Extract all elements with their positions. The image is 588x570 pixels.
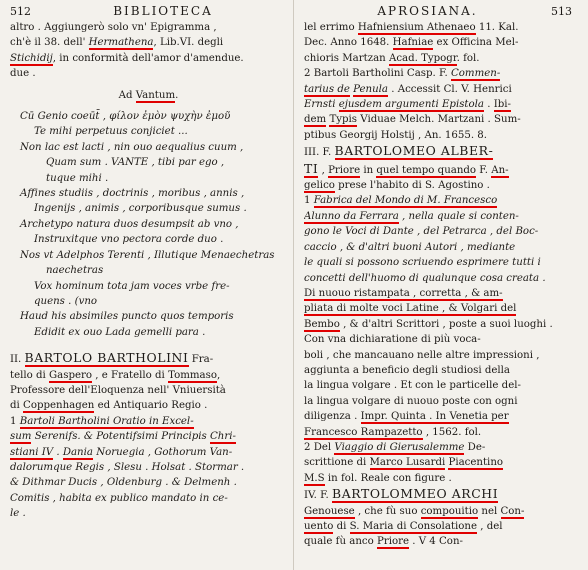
- left-running-head: BIBLIOTECA: [113, 4, 213, 18]
- text-segment: ,: [318, 164, 329, 176]
- text-segment: 1: [10, 415, 20, 427]
- underlined-term: Penula: [353, 83, 389, 95]
- underlined-term: Francesco Rampazetto: [304, 426, 423, 438]
- text-line: [304, 128, 580, 143]
- text-line: [304, 112, 580, 127]
- poem-line: quens . (vno: [34, 295, 98, 307]
- underlined-term: Priore: [328, 164, 361, 176]
- text-line: [304, 301, 580, 316]
- text-line: [304, 486, 580, 503]
- text-line: [304, 51, 580, 66]
- underlined-term: Priore: [376, 536, 409, 548]
- text-segment: prese l'habito di S. Agostino .: [334, 180, 490, 192]
- text-line: [10, 66, 287, 81]
- text-segment: ptibus Georgij Holstij , An. 1655. 8.: [304, 129, 488, 141]
- text-segment: la lingua volgare . Et con le particelle del-: [304, 380, 521, 392]
- text-line: [304, 440, 580, 455]
- text-line: [304, 255, 580, 270]
- text-segment: ex Officina Mel-: [433, 37, 519, 49]
- text-segment: . Accessit Cl. V. Henrici: [388, 83, 512, 95]
- text-segment: , e Fratello di: [92, 369, 169, 381]
- text-segment: la lingua volgare di nuouo poste con ogni: [304, 395, 518, 407]
- left-page-header: [10, 4, 287, 18]
- text-line: [304, 471, 580, 486]
- text-segment: 2 Bartoli Bartholini Casp. F.: [304, 68, 451, 80]
- text-segment: boli , che mancauano nelle altre impressioni ,: [304, 349, 540, 361]
- text-segment: . V 4 Con-: [408, 536, 463, 548]
- right-page-header: [304, 4, 580, 18]
- text-segment: aggiunta a beneficio degli studiosi della: [304, 364, 510, 376]
- underlined-term: Con-: [500, 505, 525, 517]
- underlined-term: TI: [304, 160, 319, 176]
- poem-line: Cū Genio coeūt̄ , φίλον ἐμὸν ψυχὴν ἐμοῦ: [20, 111, 231, 123]
- text-segment: Dec. Anno 1648.: [304, 37, 393, 49]
- poem-line: Quam sum . VANTE , tibi par ego ,: [46, 157, 225, 169]
- poem-line: naechetras: [46, 265, 104, 277]
- text-line: [304, 348, 580, 363]
- entry-line: [10, 398, 287, 413]
- entry-line: [10, 491, 287, 506]
- text-segment: ed Antiquario Regio .: [94, 400, 208, 412]
- text-segment: Fra-: [188, 354, 214, 366]
- text-segment: di: [10, 400, 24, 412]
- poem-line: Te mihi perpetuus conjiciet ...: [34, 126, 188, 138]
- text-segment: quale fù anco: [304, 536, 377, 548]
- text-segment: concetti dell'huomo di qualunque cosa creata .: [304, 272, 546, 284]
- entry-line: [10, 429, 287, 444]
- text-line: [304, 240, 580, 255]
- text-segment: caccio , & d'altri buoni Autori , mediante: [304, 241, 516, 253]
- underlined-term: ejusdem argumenti Epistola: [338, 99, 484, 111]
- underlined-term: Marco Lusardi: [369, 457, 446, 469]
- text-line: [304, 209, 580, 224]
- text-segment: IV. F.: [304, 490, 333, 502]
- underlined-term: S. Maria di Consolatione: [349, 521, 477, 532]
- entry-line: [10, 414, 287, 429]
- text-line: [304, 20, 580, 35]
- entry-line: [10, 506, 287, 521]
- poem-line: Nos vt Adelphos Terenti , Illutique Menaechetras: [20, 249, 275, 261]
- underlined-term: Typis: [329, 114, 358, 126]
- underlined-term: Alunno da Ferrara: [304, 210, 399, 222]
- underlined-term: BARTOLOMEO ALBER-: [334, 143, 494, 159]
- right-running-head: APROSIANA.: [377, 4, 478, 18]
- text-segment: in: [360, 164, 377, 176]
- underlined-term: M.S: [304, 472, 325, 484]
- text-line: [10, 35, 287, 50]
- text-line: [304, 378, 580, 393]
- text-segment: F.: [476, 164, 492, 176]
- underlined-term: stiani IV: [10, 446, 54, 458]
- entry-line: [10, 350, 287, 367]
- text-segment: due .: [10, 68, 36, 80]
- text-segment: dalorumque Regis , Slesu . Holsat . Stormar .: [10, 461, 245, 473]
- bartholini-entry: [10, 350, 287, 521]
- left-page-number: 512: [10, 5, 31, 18]
- text-line: [304, 143, 580, 160]
- right-page-number: 513: [551, 5, 572, 18]
- underlined-term: Hermathena: [88, 37, 154, 49]
- entry-line: [10, 445, 287, 460]
- text-segment: 1: [304, 195, 314, 207]
- underlined-term: uento: [304, 521, 334, 532]
- underlined-term: Ibi-: [493, 99, 511, 111]
- text-segment: II.: [10, 354, 25, 366]
- text-line: [304, 178, 580, 193]
- underlined-term: Genouese: [304, 505, 355, 517]
- text-line: [304, 519, 580, 534]
- underlined-term: sum: [10, 431, 32, 443]
- underlined-term: Hafniae: [392, 37, 434, 49]
- underlined-term: Commen-: [450, 68, 501, 80]
- text-segment: Noruegia , Gothorum Van-: [92, 446, 233, 458]
- text-segment: le quali si possono scriuendo esprimere tutti i: [304, 257, 541, 269]
- text-segment: Ernsti: [304, 99, 339, 111]
- poem-heading: [10, 88, 287, 103]
- underlined-term: Impr. Quinta . In Venetia per: [360, 411, 509, 423]
- text-line: [304, 332, 580, 347]
- text-segment: , 1562. fol.: [422, 426, 482, 438]
- underlined-term: An-: [491, 164, 509, 176]
- text-segment: scrittione di: [304, 457, 370, 469]
- right-body-text: [304, 20, 580, 550]
- underlined-term: Fabrica del Mondo di M. Francesco: [313, 195, 498, 207]
- text-segment: Viduae Melch. Martzani . Sum-: [357, 114, 521, 126]
- underlined-term: tarius de: [304, 83, 350, 95]
- text-segment: Professore dell'Eloquenza nell' Vniuersità: [10, 384, 226, 396]
- text-segment: . fol.: [456, 52, 480, 64]
- underlined-term: pliata di molte voci Latine , & Volgari del: [304, 303, 517, 315]
- left-intro-paragraph: [10, 20, 287, 82]
- underlined-term: Tommaso: [168, 369, 217, 381]
- text-line: [304, 455, 580, 470]
- text-segment: De-: [464, 441, 486, 453]
- text-segment: ,: [216, 369, 221, 381]
- text-segment: gono le Voci di Dante , del Petrarca , del Boc-: [304, 226, 539, 238]
- underlined-term: gelico: [304, 180, 335, 192]
- text-segment: altro . Aggiungerò solo vn' Epigramma ,: [10, 22, 217, 33]
- text-segment: in fol. Reale con figure .: [324, 472, 452, 484]
- text-line: [10, 20, 287, 35]
- text-segment: Con vna dichiaratione di più voca-: [304, 334, 481, 346]
- entry-line: [10, 383, 287, 398]
- underlined-term: Piacentino: [448, 457, 504, 469]
- text-segment: III. F.: [304, 147, 335, 159]
- underlined-term: Bembo: [304, 318, 340, 330]
- text-segment: .: [175, 89, 179, 101]
- poem-line: Vox hominum tota jam voces vrbe fre-: [34, 280, 230, 292]
- text-segment: le .: [10, 508, 26, 520]
- text-segment: tello di: [10, 369, 50, 381]
- text-line: [304, 504, 580, 519]
- underlined-term: Viaggio di Gierusalemme: [334, 441, 465, 453]
- text-line: [304, 224, 580, 239]
- entry-line: [10, 475, 287, 490]
- text-segment: , in conformità dell'amor d'amendue.: [52, 52, 244, 64]
- text-line: [304, 161, 580, 178]
- underlined-term: Vantum: [135, 89, 176, 101]
- poem-line: Archetypo natura duos desumpsit ab vno ,: [20, 218, 239, 230]
- text-line: [10, 51, 287, 66]
- entry-line: [10, 460, 287, 475]
- text-line: [304, 271, 580, 286]
- text-line: [304, 363, 580, 378]
- poem-line: Edidit ex ouo Lada gemelli para .: [34, 326, 206, 338]
- text-segment: , & d'altri Scrittori , poste a suoi luoghi .: [339, 318, 553, 330]
- text-segment: di: [333, 521, 350, 532]
- underlined-term: Hafniensium Athenaeo: [357, 22, 476, 33]
- epigram-poem: [10, 109, 287, 340]
- underlined-term: Gaspero: [49, 369, 93, 381]
- text-segment: 11. Kal.: [475, 22, 519, 33]
- underlined-term: Coppenhagen: [23, 400, 95, 412]
- text-line: [304, 97, 580, 112]
- underlined-term: BARTOLO BARTHOLINI: [24, 350, 189, 366]
- text-segment: Serenifs. & Potentifsimi Principis: [31, 431, 210, 443]
- text-segment: & Dithmar Ducis , Oldenburg . & Delmenh .: [10, 477, 237, 489]
- text-line: [304, 286, 580, 301]
- right-page: [294, 0, 588, 570]
- text-segment: Ad: [118, 89, 136, 101]
- text-segment: , Lib.VI. degli: [153, 37, 224, 49]
- text-line: [304, 66, 580, 81]
- underlined-term: Stichidij: [10, 52, 53, 64]
- text-segment: diligenza .: [304, 411, 361, 423]
- poem-line: Affines studiis , doctrinis , moribus , annis ,: [20, 188, 245, 200]
- underlined-term: Acad. Typogr: [388, 52, 457, 64]
- underlined-term: quel tempo quando: [376, 164, 477, 176]
- underlined-term: Di nuouo ristampata , corretta , & am-: [304, 287, 503, 299]
- text-line: [304, 534, 580, 549]
- text-segment: chioris Martzan: [304, 52, 389, 64]
- text-segment: , che fù suo: [354, 505, 421, 517]
- text-segment: lel errimo: [304, 22, 358, 33]
- text-line: [304, 193, 580, 208]
- poem-line: Instruxitque vno pectora corde duo .: [34, 234, 224, 246]
- text-segment: .: [483, 99, 494, 111]
- text-line: [304, 394, 580, 409]
- text-segment: , nella quale si conten-: [398, 210, 519, 222]
- text-segment: Comitis , habita ex publico mandato in ce-: [10, 492, 228, 504]
- poem-line: tuque mihi .: [46, 172, 109, 184]
- poem-line: Ingenijs , animis , corporibusque sumus .: [34, 203, 247, 215]
- text-segment: nel: [478, 505, 501, 517]
- poem-line: Non lac est lacti , nin ouo aequalius cuum ,: [20, 141, 244, 153]
- poem-line: Haud his absimiles puncto quos temporis: [20, 311, 234, 323]
- text-segment: ch'è il 38. dell': [10, 37, 89, 49]
- text-line: [304, 409, 580, 424]
- underlined-term: BARTOLOMMEO ARCHI: [332, 486, 499, 502]
- text-line: [304, 317, 580, 332]
- text-line: [304, 35, 580, 50]
- underlined-term: Dania: [62, 446, 93, 458]
- text-line: [304, 82, 580, 97]
- text-segment: 2 Del: [304, 441, 335, 453]
- underlined-term: compouitio: [420, 505, 479, 517]
- text-segment: .: [53, 446, 63, 458]
- underlined-term: Bartoli Bartholini Oratio in Excel-: [19, 415, 194, 427]
- underlined-term: dem: [304, 114, 327, 126]
- text-segment: , del: [476, 521, 503, 532]
- underlined-term: Chri-: [209, 431, 236, 443]
- entry-line: [10, 368, 287, 383]
- text-line: [304, 425, 580, 440]
